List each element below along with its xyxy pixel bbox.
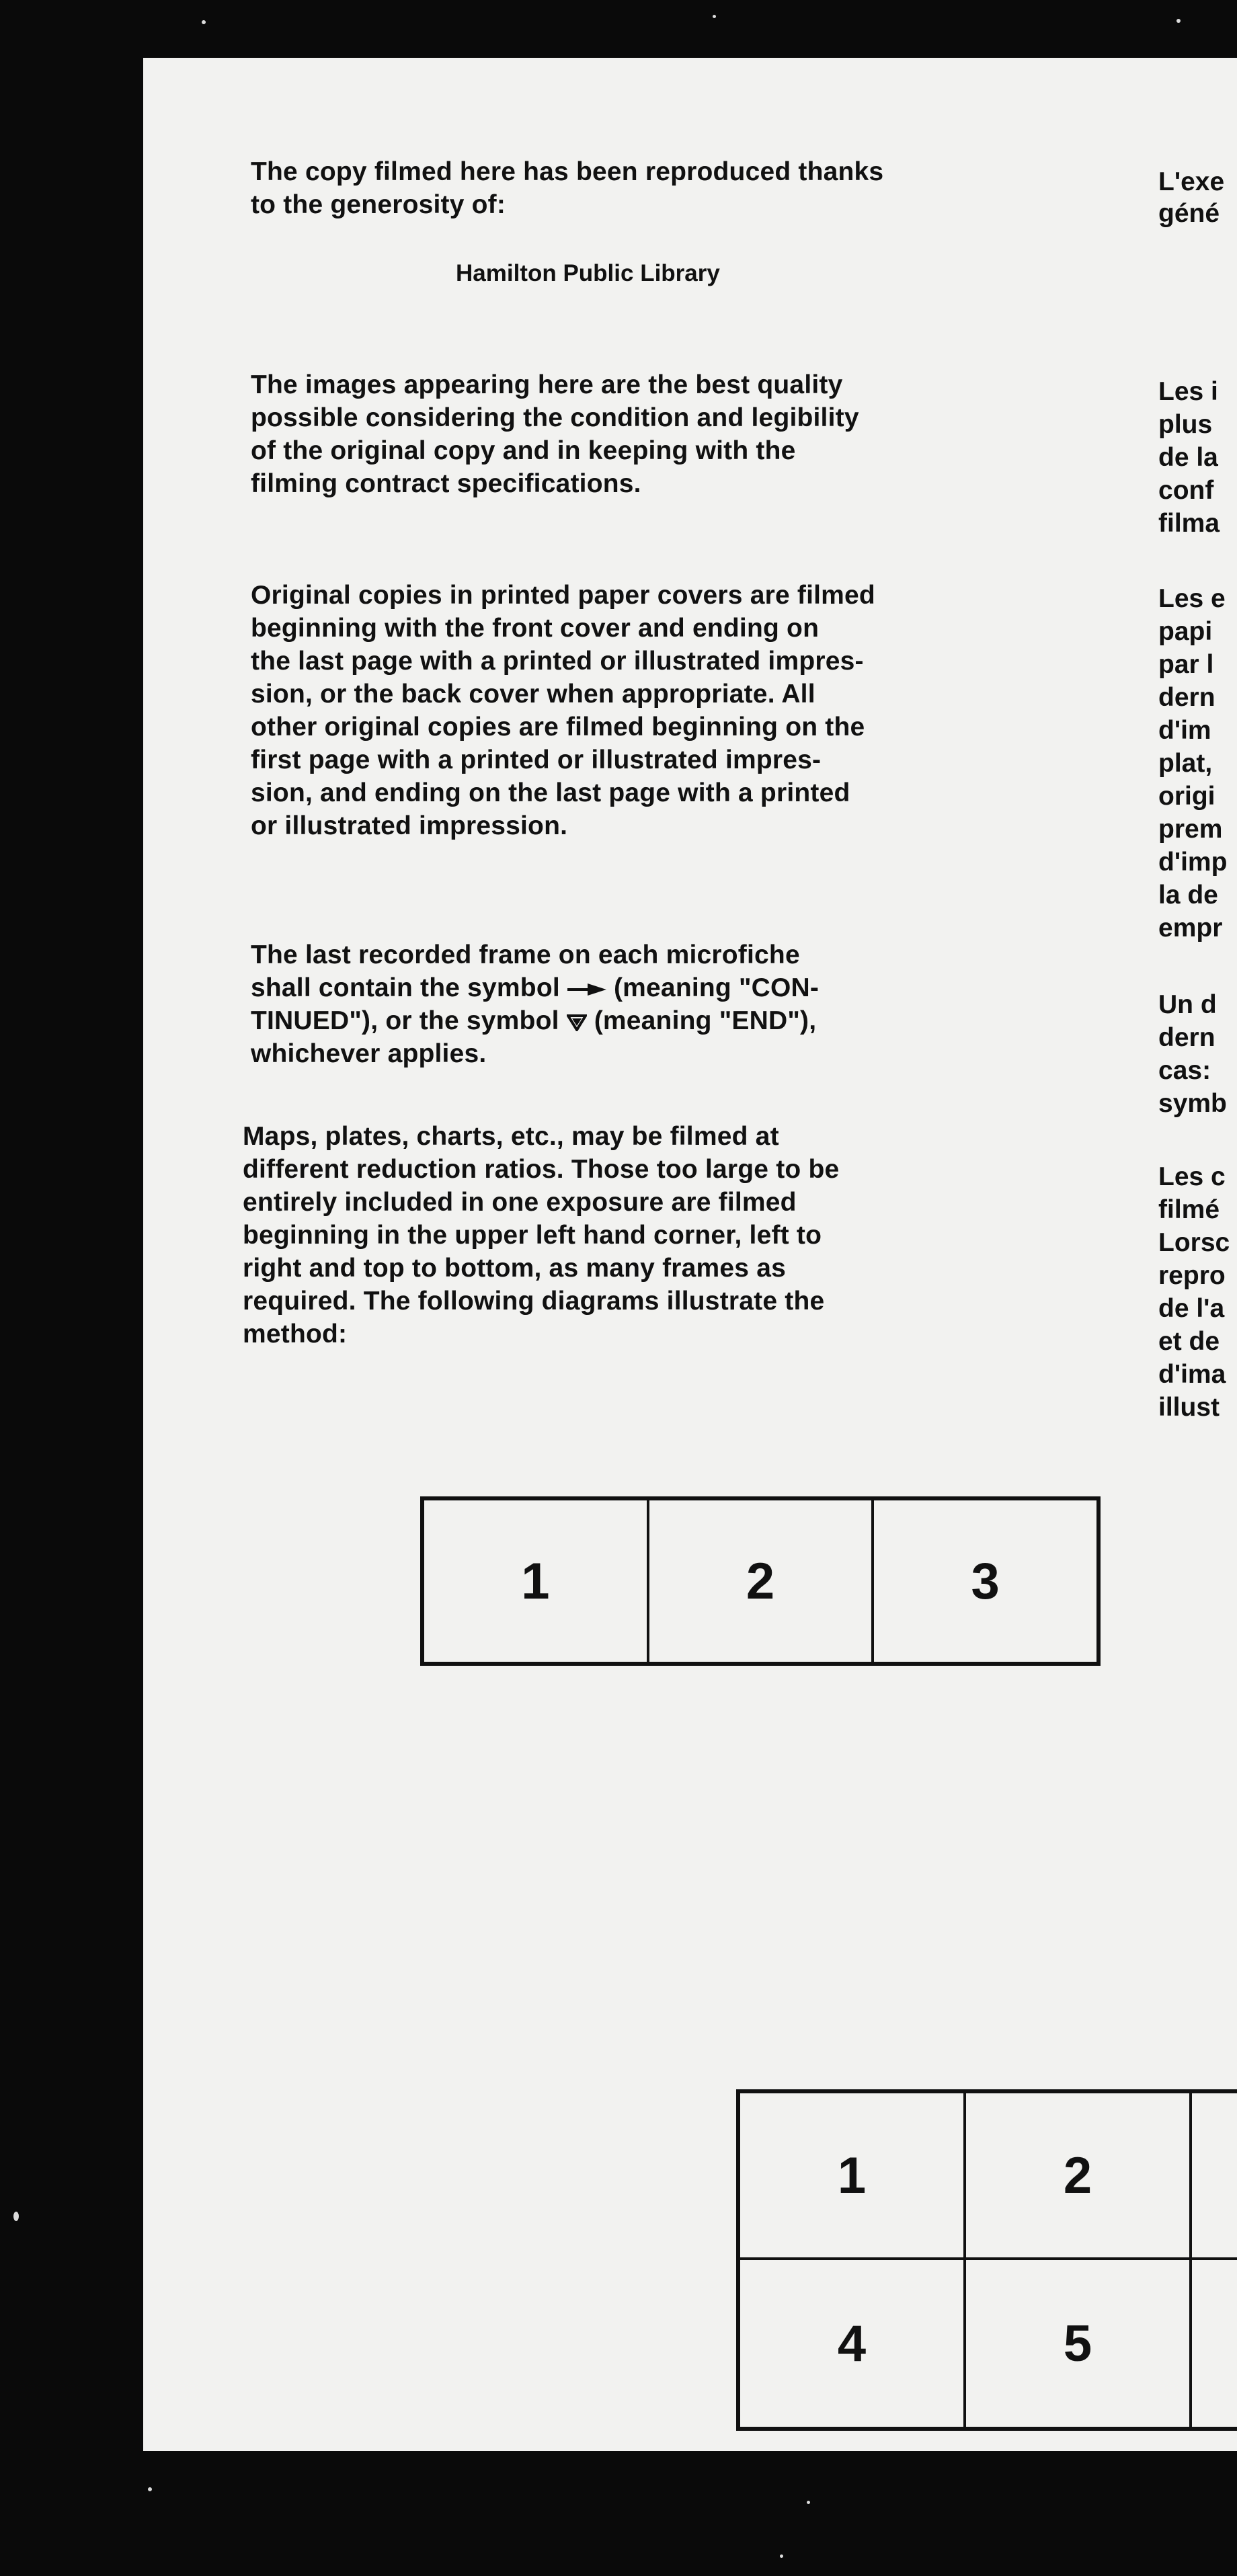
film-speck xyxy=(1176,19,1181,23)
acknowledgement-line: to the generosity of: xyxy=(251,190,506,219)
originals-line: sion, and ending on the last page with a printed xyxy=(251,778,850,807)
french-line: illust xyxy=(1158,1393,1220,1422)
acknowledgement-paragraph xyxy=(251,155,883,221)
french-line: dern xyxy=(1158,683,1215,712)
film-speck xyxy=(202,20,206,24)
maps-line: different reduction ratios. Those too large to be xyxy=(243,1155,840,1184)
french-line: origi xyxy=(1158,782,1215,811)
originals-line: other original copies are filmed beginning on the xyxy=(251,713,865,741)
originals-line: the last page with a printed or illustrated impres- xyxy=(251,647,864,676)
symbol-line xyxy=(251,971,819,1004)
frame-cell: 2 xyxy=(649,1500,875,1662)
french-line: papi xyxy=(1158,617,1213,646)
film-speck xyxy=(713,15,716,18)
french-line: par l xyxy=(1158,650,1214,679)
symbol-text: (meaning "CON- xyxy=(606,973,820,1002)
quality-line: filming contract specifications. xyxy=(251,469,641,498)
french-line: filmé xyxy=(1158,1195,1220,1224)
symbol-line: whichever applies. xyxy=(251,1039,487,1068)
french-line: d'imp xyxy=(1158,848,1228,877)
film-speck xyxy=(13,2212,19,2221)
french-line: plat, xyxy=(1158,749,1213,778)
french-line: Les i xyxy=(1158,377,1218,406)
french-line: Lorsc xyxy=(1158,1228,1230,1257)
french-line: de la xyxy=(1158,443,1218,472)
acknowledgement-line: The copy filmed here has been reproduced thanks xyxy=(251,157,884,186)
french-line: Les c xyxy=(1158,1162,1226,1191)
french-line: et de xyxy=(1158,1327,1220,1356)
continued-arrow-icon xyxy=(567,982,606,997)
symbol-text: TINUED"), or the symbol xyxy=(251,1006,567,1035)
quality-line: The images appearing here are the best quality xyxy=(251,370,843,399)
symbol-text: shall contain the symbol xyxy=(251,973,567,1002)
end-triangle-icon xyxy=(567,1014,587,1031)
maps-paragraph xyxy=(243,1120,839,1351)
symbol-line xyxy=(251,1004,819,1037)
frame-cell: 5 xyxy=(966,2260,1192,2427)
maps-line: method: xyxy=(243,1320,348,1349)
frame-cell: 2 xyxy=(966,2093,1192,2260)
maps-line: Maps, plates, charts, etc., may be filmed at xyxy=(243,1122,779,1151)
french-line: la de xyxy=(1158,881,1218,910)
originals-line: Original copies in printed paper covers are filmed xyxy=(251,581,875,610)
film-speck xyxy=(148,2487,152,2491)
french-line: Les e xyxy=(1158,584,1226,613)
french-line: L'exe xyxy=(1158,167,1225,196)
quality-paragraph xyxy=(251,368,859,500)
quality-line: possible considering the condition and legibility xyxy=(251,403,859,432)
symbol-text: (meaning "END"), xyxy=(586,1006,817,1035)
frame-row-diagram xyxy=(420,1496,1101,1666)
symbol-line: The last recorded frame on each microfiche xyxy=(251,940,800,969)
maps-line: entirely included in one exposure are filmed xyxy=(243,1188,797,1217)
french-line: géné xyxy=(1158,199,1220,228)
french-line: d'im xyxy=(1158,716,1211,745)
french-line: Un d xyxy=(1158,990,1217,1019)
symbol-paragraph xyxy=(251,938,819,1070)
frame-cell: 1 xyxy=(740,2093,966,2260)
frame-cell: 4 xyxy=(740,2260,966,2427)
frame-cell xyxy=(1192,2260,1237,2427)
french-line: cas: xyxy=(1158,1056,1211,1085)
maps-line: required. The following diagrams illustrate the xyxy=(243,1287,825,1316)
frame-cell xyxy=(1192,2093,1237,2260)
french-line: prem xyxy=(1158,815,1223,844)
french-line: repro xyxy=(1158,1261,1226,1290)
originals-line: sion, or the back cover when appropriate. All xyxy=(251,680,815,709)
film-speck xyxy=(807,2501,810,2504)
filmed-page xyxy=(143,58,1237,2451)
frame-cell: 3 xyxy=(971,1552,1000,1610)
maps-line: right and top to bottom, as many frames as xyxy=(243,1254,787,1283)
quality-line: of the original copy and in keeping with the xyxy=(251,436,796,465)
frame-cell: 1 xyxy=(424,1500,649,1662)
french-line: d'ima xyxy=(1158,1360,1226,1389)
french-line: symb xyxy=(1158,1089,1227,1118)
french-line: dern xyxy=(1158,1023,1215,1052)
film-speck xyxy=(780,2554,783,2558)
originals-paragraph xyxy=(251,579,875,842)
maps-line: beginning in the upper left hand corner, left to xyxy=(243,1221,822,1250)
originals-line: or illustrated impression. xyxy=(251,811,568,840)
french-line: de l'a xyxy=(1158,1294,1225,1323)
french-line: plus xyxy=(1158,410,1213,439)
originals-line: first page with a printed or illustrated impres- xyxy=(251,746,822,774)
french-line: conf xyxy=(1158,476,1214,505)
frame-grid-diagram xyxy=(736,2089,1237,2431)
french-line: empr xyxy=(1158,914,1223,942)
library-name: Hamilton Public Library xyxy=(456,260,720,286)
french-line: filma xyxy=(1158,509,1220,538)
originals-line: beginning with the front cover and ending on xyxy=(251,614,820,643)
